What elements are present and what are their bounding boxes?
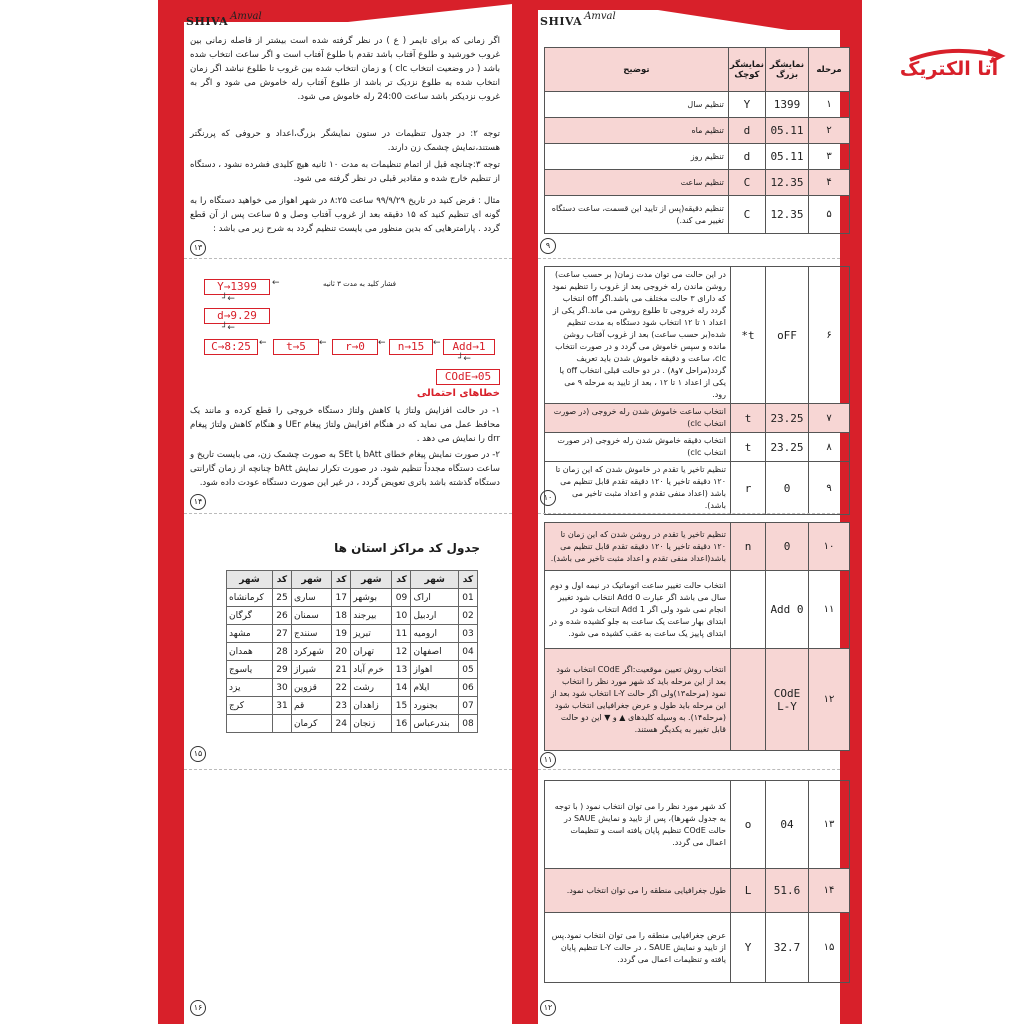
city-code xyxy=(272,715,291,733)
big-display: 0 xyxy=(766,523,809,571)
example-paragraph: مثال : فرض کنید در تاریخ ۹۹/۹/۲۹ ساعت ۸:۲۵ در شهر اهواز می خواهید دستگاه را به گونه ای تنظیم کنید که ۱۵ دقیقه بعد از غروب آفتاب وصل و ۵ ساعت پس از آن قطع گردد . پارامترهایی که بدین منظور می بایست تنظیم گردد به شرح زیر می باشد : xyxy=(190,196,501,234)
header-big-display: نمایشگر بزرگ xyxy=(766,48,809,92)
city-name: اهواز xyxy=(411,661,458,679)
city-table-title: جدول کد مراکز استان ها xyxy=(334,541,480,555)
city-name: ارومیه xyxy=(411,625,458,643)
step-description: انتخاب دقیقه خاموش شدن رله خروجی (در صورت انتخاب clc) xyxy=(545,433,731,462)
page-number-16: ۱۶ xyxy=(190,1000,206,1016)
city-code: 11 xyxy=(392,625,411,643)
city-code: 09 xyxy=(392,589,411,607)
settings-row xyxy=(545,144,850,170)
city-table-row xyxy=(227,625,478,643)
city-name: تبریز xyxy=(351,625,392,643)
step-number: ۱۳ xyxy=(809,781,850,869)
city-name: کرمانشاه xyxy=(227,589,273,607)
settings-row xyxy=(545,571,850,649)
header-description: توضیح xyxy=(545,48,729,92)
city-name: اردبیل xyxy=(411,607,458,625)
city-name: سنندج xyxy=(291,625,331,643)
city-name: گرگان xyxy=(227,607,273,625)
city-code: 21 xyxy=(332,661,351,679)
city-name: بوشهر xyxy=(351,589,392,607)
step-number: ۱۴ xyxy=(809,869,850,913)
city-name: خرم آباد xyxy=(351,661,392,679)
small-display: t xyxy=(731,404,766,433)
settings-row xyxy=(545,404,850,433)
step-description: انتخاب روش تعیین موقعیت:اگر COdE انتخاب شود بعد از این مرحله باید کد شهر مورد نظر را انتخاب نمود (مرحله۱۳)ولی اگر حالت L-Y انتخاب شود بعد از این مرحله باید طول و عرض جغرافیایی انتخاب شود (مرحله۱۴). به وسیله کلیدهای ▲ و ▼ این دو حالت قابل تغییر به یکدیگر هستند. xyxy=(545,649,731,751)
big-display: 05.11 xyxy=(766,144,809,170)
city-name: شیراز xyxy=(291,661,331,679)
city-code: 02 xyxy=(458,607,477,625)
city-name: زنجان xyxy=(351,715,392,733)
city-name: بجنورد xyxy=(411,697,458,715)
city-table-row xyxy=(227,589,478,607)
city-table-row xyxy=(227,643,478,661)
big-display: 12.35 xyxy=(766,196,809,234)
step-number: ۱۰ xyxy=(809,523,850,571)
small-display: C xyxy=(728,196,765,234)
step-description: انتخاب ساعت خاموش شدن رله خروجی (در صورت انتخاب clc) xyxy=(545,404,731,433)
city-code: 10 xyxy=(392,607,411,625)
city-name: اراک xyxy=(411,589,458,607)
step-number: ۸ xyxy=(809,433,850,462)
step-description: تنظیم روز xyxy=(545,144,729,170)
big-display: 23.25 xyxy=(766,404,809,433)
city-name: زاهدان xyxy=(351,697,392,715)
seq-add: Add→1 xyxy=(443,339,495,355)
settings-row xyxy=(545,433,850,462)
city-code: 26 xyxy=(272,607,291,625)
step-description: انتخاب حالت تغییر ساعت اتوماتیک در نیمه اول و دوم سال می باشد اگر عبارت Add 0 انتخاب شود تغییر انجام نمی شود ولی اگر Add 1 انتخاب شود در ابتدای بهار ساعت یک ساعت به جلو کشیده شده و در ابتدای پاییز یک ساعت به عقب کشیده می شود. xyxy=(545,571,731,649)
settings-row xyxy=(545,118,850,144)
settings-table-1-panel xyxy=(544,47,850,235)
step-description: عرض جغرافیایی منطقه را می توان انتخاب نمود.پس از تایید و نمایش SAUE ، در حالت L-Y تنظیم پایان یافته و تنظیمات اعمال می گردد. xyxy=(545,913,731,983)
city-code-table xyxy=(226,570,478,733)
city-code: 16 xyxy=(392,715,411,733)
step-description: در این حالت می توان مدت زمان( بر حسب ساعت) روشن ماندن رله خروجی بعد از غروب را تنظیم نمود که دارای ۳ حالت مختلف می باشد.اگر off انتخاب گردد رله خروجی تا طلوع روشن می ماند.اگر یکی از اعداد ۱ تا ۱۲ انتخاب شود دستگاه به مدت تنظیم شده(بر حسب ساعت) بعد از غروب آفتاب روشن مانده و سپس خاموش می گردد و در صورت انتخاب clc، ساعت و دقیقه خاموش شدن باید تعریف گردد(مراحل ۷و۸) . در دو حالت قبلی انتخاب off یا یکی از اعداد ۱ تا ۱۲ ، بعد از تایید به مرحله ۹ می رود. xyxy=(545,267,731,404)
small-display xyxy=(731,649,766,751)
settings-row xyxy=(545,781,850,869)
city-code: 30 xyxy=(272,679,291,697)
big-display: 0 xyxy=(766,462,809,515)
city-name: یزد xyxy=(227,679,273,697)
city-table-row xyxy=(227,715,478,733)
city-code: 07 xyxy=(458,697,477,715)
city-code: 03 xyxy=(458,625,477,643)
settings-row xyxy=(545,196,850,234)
small-display: t* xyxy=(731,267,766,404)
small-display xyxy=(731,571,766,649)
big-display: oFF xyxy=(766,267,809,404)
city-name: رشت xyxy=(351,679,392,697)
header-city: شهر xyxy=(351,571,392,589)
header-city: شهر xyxy=(411,571,458,589)
city-name: سمنان xyxy=(291,607,331,625)
city-name xyxy=(227,715,273,733)
city-code: 15 xyxy=(392,697,411,715)
seq-year: Y→1399 xyxy=(204,279,270,295)
header-city: شهر xyxy=(227,571,273,589)
small-display: o xyxy=(731,781,766,869)
city-code: 08 xyxy=(458,715,477,733)
settings-row xyxy=(545,92,850,118)
small-display: n xyxy=(731,523,766,571)
step-number: ۲ xyxy=(809,118,850,144)
city-code: 25 xyxy=(272,589,291,607)
small-display: Y xyxy=(728,92,765,118)
step-number: ۱۲ xyxy=(809,649,850,751)
seq-t: t→5 xyxy=(273,339,319,355)
city-table-row xyxy=(227,661,478,679)
note-3: توجه ۳:چنانچه قبل از اتمام تنظیمات به مدت ۱۰ ثانیه هیچ کلیدی فشرده نشود ، دستگاه از تنظیم خارج شده و مقادیر قبلی در نظر گرفته می شود. xyxy=(190,160,501,184)
city-name: یاسوج xyxy=(227,661,273,679)
settings-row xyxy=(545,267,850,404)
settings-row xyxy=(545,523,850,571)
city-code: 19 xyxy=(332,625,351,643)
step-number: ۷ xyxy=(809,404,850,433)
step-description: تنظیم تاخیر یا تقدم در خاموش شدن که این زمان تا ۱۲۰ دقیقه تاخیر یا ۱۲۰ دقیقه تقدم قابل تنظیم می باشد (اعداد منفی تقدم و اعداد مثبت تاخیر می باشد). xyxy=(545,462,731,515)
divider xyxy=(538,769,840,770)
errors-title: خطاهای احتمالی xyxy=(416,388,500,399)
step-number: ۹ xyxy=(809,462,850,515)
city-code: 01 xyxy=(458,589,477,607)
settings-table-4-panel xyxy=(544,780,850,990)
step-description: تنظیم سال xyxy=(545,92,729,118)
city-name: بیرجند xyxy=(351,607,392,625)
seq-note: فشار کلید به مدت ۳ ثانیه xyxy=(322,280,396,288)
brand-logo-right: SHIVA $^{Amval}$ xyxy=(540,11,616,28)
settings-row xyxy=(545,913,850,983)
settings-table-3-panel xyxy=(544,522,850,752)
city-name: قزوین xyxy=(291,679,331,697)
big-display: COdE L-Y xyxy=(766,649,809,751)
table-header xyxy=(545,48,850,92)
city-code: 29 xyxy=(272,661,291,679)
settings-row xyxy=(545,170,850,196)
big-display: 32.7 xyxy=(766,913,809,983)
small-display: t xyxy=(731,433,766,462)
city-name: قم xyxy=(291,697,331,715)
intro-paragraph: اگر زمانی که برای تایمر ( ﻉ ) در نظر گرفته شده است بیشتر از فاصله زمانی بین غروب خورشید و طلوع آفتاب باشد تقدم با طلوع آفتاب است و اگر ساعت انتخاب شده باشد ( در وضعیت انتخاب clc ) و زمان انتخاب شده بین غروب تا طلوع نباشد اگر زمان انتخاب شده به طلوع نزدیک تر باشد از طلوع آفتاب رله خاموش می شود و اگر به غروب نزدیکتر باشد ساعت 24:00 رله خاموش می شود. xyxy=(190,36,501,102)
big-display: 51.6 xyxy=(766,869,809,913)
page-number-12: ۱۲ xyxy=(540,1000,556,1016)
step-number: ۱ xyxy=(809,92,850,118)
city-code: 06 xyxy=(458,679,477,697)
big-display: Add 0 xyxy=(766,571,809,649)
step-description: تنظیم ماه xyxy=(545,118,729,144)
city-name: کرج xyxy=(227,697,273,715)
city-table-row xyxy=(227,697,478,715)
settings-table-2-panel xyxy=(544,266,850,510)
seq-day: d→9.29 xyxy=(204,308,270,324)
page-number-13: ۱۳ xyxy=(190,240,206,256)
error-2: ۲- در صورت نمایش پیغام خطای bAtt یا SEt به صورت چشمک زن، می بایست تاریخ و ساعت دستگاه مجدداً تنظیم شود. در صورت تکرار نمایش bAtt چنانچه از زمان گارانتی دستگاه گذشته باشد باتری تعویض گردد ، در غیر این صورت دستگاه عودت داده شود. xyxy=(190,450,501,488)
right-binding-strip xyxy=(512,0,538,1024)
city-name: ایلام xyxy=(411,679,458,697)
header-code: کد xyxy=(272,571,291,589)
page-number-15: ۱۵ xyxy=(190,746,206,762)
divider xyxy=(184,769,512,770)
city-table-row xyxy=(227,607,478,625)
step-number: ۴ xyxy=(809,170,850,196)
big-display: 23.25 xyxy=(766,433,809,462)
big-display: 04 xyxy=(766,781,809,869)
settings-row xyxy=(545,649,850,751)
note-2: توجه ۲: در جدول تنظیمات در ستون نمایشگر بزرگ،اعداد و حروفی که پررنگتر هستند،نمایش چشمک زن دارند. xyxy=(190,129,501,153)
seq-clock: C→8:25 xyxy=(204,339,258,355)
header-city: شهر xyxy=(291,571,331,589)
page-number-10: ۱۰ xyxy=(540,490,556,506)
divider xyxy=(184,258,512,259)
city-name: اصفهان xyxy=(411,643,458,661)
step-number: ۵ xyxy=(809,196,850,234)
step-description: تنظیم دقیقه(پس از تایید این قسمت، ساعت دستگاه تغییر می کند.) xyxy=(545,196,729,234)
city-table-header xyxy=(227,571,478,589)
city-code: 23 xyxy=(332,697,351,715)
city-name: همدان xyxy=(227,643,273,661)
settings-row xyxy=(545,462,850,515)
city-code: 22 xyxy=(332,679,351,697)
header-step: مرحله xyxy=(809,48,850,92)
ata-logo: آتا الکتریک xyxy=(880,42,1018,92)
city-name: ساری xyxy=(291,589,331,607)
city-code: 28 xyxy=(272,643,291,661)
small-display: L xyxy=(731,869,766,913)
header-small-display: نمایشگر کوچک xyxy=(728,48,765,92)
page-number-14: ۱۴ xyxy=(190,494,206,510)
city-code: 04 xyxy=(458,643,477,661)
big-display: 1399 xyxy=(766,92,809,118)
top-banner xyxy=(158,0,862,30)
step-number: ۳ xyxy=(809,144,850,170)
city-code: 18 xyxy=(332,607,351,625)
header-code: کد xyxy=(392,571,411,589)
divider xyxy=(184,513,512,514)
big-display: 12.35 xyxy=(766,170,809,196)
divider xyxy=(538,513,840,514)
small-display: d xyxy=(728,118,765,144)
small-display: r xyxy=(731,462,766,515)
seq-code: COdE→05 xyxy=(436,369,500,385)
step-number: ۱۱ xyxy=(809,571,850,649)
city-code: 24 xyxy=(332,715,351,733)
small-display: Y xyxy=(731,913,766,983)
big-display: 05.11 xyxy=(766,118,809,144)
settings-row xyxy=(545,869,850,913)
page-number-11: ۱۱ xyxy=(540,752,556,768)
city-code: 14 xyxy=(392,679,411,697)
small-display: d xyxy=(728,144,765,170)
city-code: 27 xyxy=(272,625,291,643)
small-display: C xyxy=(728,170,765,196)
city-table-row xyxy=(227,679,478,697)
step-description: تنظیم تاخیر یا تقدم در روشن شدن که این زمان تا ۱۲۰ دقیقه تاخیر یا ۱۲۰ دقیقه تقدم قابل تنظیم می باشد(اعداد منفی تقدم و اعداد مثبت تاخیر می باشد). xyxy=(545,523,731,571)
step-description: تنظیم ساعت xyxy=(545,170,729,196)
step-number: ۱۵ xyxy=(809,913,850,983)
divider xyxy=(538,258,840,259)
city-code: 05 xyxy=(458,661,477,679)
city-code: 13 xyxy=(392,661,411,679)
step-number: ۶ xyxy=(809,267,850,404)
city-name: شهرکرد xyxy=(291,643,331,661)
city-code: 31 xyxy=(272,697,291,715)
step-description: طول جغرافیایی منطقه را می توان انتخاب نمود. xyxy=(545,869,731,913)
header-code: کد xyxy=(458,571,477,589)
city-name: کرمان xyxy=(291,715,331,733)
step-description: کد شهر مورد نظر را می توان انتخاب نمود ( با توجه به جدول شهرها)، پس از تایید و نمایش SAUE در حالت COdE تنظیم پایان یافته است و تنظیمات اعمال می گردد. xyxy=(545,781,731,869)
error-1: ۱- در حالت افزایش ولتاژ یا کاهش ولتاژ دستگاه خروجی را قطع کرده و مانند یک محافظ عمل می نماید که در هنگام افزایش ولتاژ پیغام UEr و هنگام کاهش ولتاژ پیغام drr را نمایش می دهد . xyxy=(190,406,500,444)
city-code: 17 xyxy=(332,589,351,607)
seq-r: r→0 xyxy=(332,339,378,355)
city-code: 20 xyxy=(332,643,351,661)
left-binding-strip xyxy=(158,0,184,1024)
city-code: 12 xyxy=(392,643,411,661)
city-name: تهران xyxy=(351,643,392,661)
page-number-9: ۹ xyxy=(540,238,556,254)
city-name: مشهد xyxy=(227,625,273,643)
header-code: کد xyxy=(332,571,351,589)
brand-logo-left: SHIVA $^{Amval}$ xyxy=(186,11,262,28)
seq-n: n→15 xyxy=(389,339,433,355)
city-name: بندرعباس xyxy=(411,715,458,733)
